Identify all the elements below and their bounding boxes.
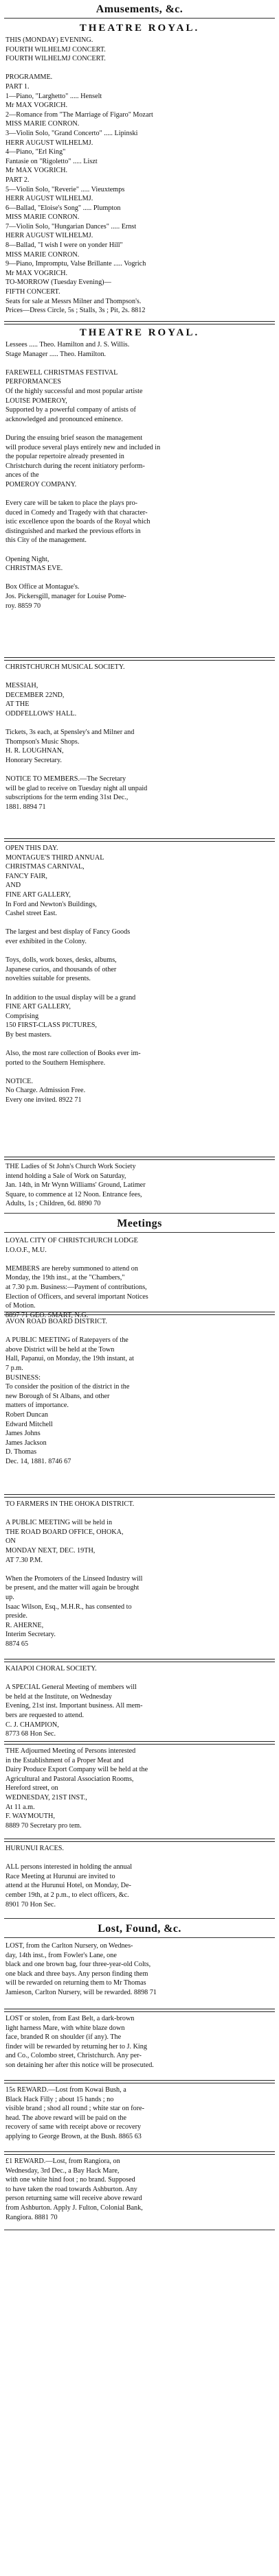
- section-rule: [4, 1232, 275, 1233]
- section-heading-lost-found: Lost, Found, &c.: [98, 1923, 181, 1935]
- lost-bay-colts-ad: LOST, from the Carlton Nursery, on Wednes- day, 14th inst., from Fowler's Lane, one black and one brown bag, four three-year-old Colts, one black and three bays. Any person finding them will be rewarded on returning them to Mr Thomas Jamieson, Carlton Nursery, will be rewarded. 8898 71: [5, 1942, 157, 1996]
- ad-divider: [4, 1312, 275, 1315]
- dairy-produce-meeting-ad: THE Adjourned Meeting of Persons interested in the Establishment of a Proper Meat and Dairy Produce Export Company will be held at the Agricultural and Pastoral Association Rooms, Hereford street, on WEDNESDAY, 21ST INST., At 11 a.m. F. WAYMOUTH, 8889 70 Secretary pro tem.: [5, 1747, 148, 1830]
- ad-divider: [4, 1659, 275, 1662]
- ad-divider: [4, 657, 275, 661]
- ad-divider: [4, 321, 275, 324]
- avon-road-board-ad: AVON ROAD BOARD DISTRICT. A PUBLIC MEETING of Ratepayers of the above District will be held at the Town Hall, Papanui, on Monday, the 19th instant, at 7 p.m. BUSINESS: To consider the position of the district in the new Borough of St Albans, and other matters of importance. Robert Duncan Edward Mitchell James Johns James Jackson D. Thomas Dec. 14, 1881. 8746 67: [5, 1318, 134, 1465]
- ad-divider: [4, 1741, 275, 1745]
- hurunui-races-ad: HURUNUI RACES. ALL persons interested in holding the annual Race Meeting at Hurunui are invited to attend at the Hurunui Hotel, on Monday, De- cember 19th, at 2 p.m., to elect officers, &c. 8901 70 Hon Sec.: [5, 1845, 133, 1909]
- theatre-royal-concert-title: THEATRE ROYAL.: [79, 23, 200, 34]
- lost-harness-mare-ad: LOST or stolen, from East Belt, a dark-brown light harness Mare, with white blaze down face, branded R on shoulder (if any). The finder will be rewarded by returning her to J. King and Co., Colombo street, Christchurch. Any per- son detaining her after this notice will be prosecuted.: [5, 2015, 154, 2069]
- ad-divider: [4, 1839, 275, 1842]
- st-johns-sale-of-work-ad: THE Ladies of St John's Church Work Society intend holding a Sale of Work on Saturday, Jan. 14th, in Mr Wynn Williams' Ground, Latimer Square, to commence at 12 Noon. Entrance fees, Adults, 1s ; Children, 6d. 8890 70: [5, 1163, 146, 1208]
- section-heading-amusements: Amusements, &c.: [96, 3, 183, 15]
- ad-divider: [4, 2080, 275, 2083]
- christchurch-musical-society-ad: CHRISTCHURCH MUSICAL SOCIETY. MESSIAH, DECEMBER 22ND, AT THE ODDFELLOWS' HALL. Tickets, 3s each, at Spensley's and Milner and Thompson's Music Shops. H. R. LOUGHNAN, Honorary Secretary. NOTICE TO MEMBERS.—The Secretary will be glad to receive on Tuesday night all unpaid subscriptions for the term ending 31st Dec., 1881. 8894 71: [5, 663, 148, 811]
- ad-divider: [4, 1494, 275, 1498]
- montague-carnival-ad: OPEN THIS DAY. MONTAGUE'S THIRD ANNUAL CHRISTMAS CARNIVAL, FANCY FAIR, AND FINE ART GALLERY, In Ford and Newton's Buildings, Cashel street East. The largest and best display of Fancy Goods ever exhibited in the Colony. Toys, dolls, work boxes, desks, albums, Japanese curios, and thousands of other novelties suitable for presents. In addition to the usual display will be a grand FINE ART GALLERY, Comprising 150 FIRST-CLASS PICTURES, By best masters. Also, the most rare collection of Books ever im- ported to the Southern Hemisphere. NOTICE. No Charge. Admission Free. Every one invited. 8922 71: [5, 844, 141, 1104]
- reward-rangiora-ad: £1 REWARD.—Lost, from Rangiora, on Wednesday, 3rd Dec., a Bay Hack Mare, with one white hind foot ; no brand. Supposed to have taken the road towards Ashburton. Any person returning same will receive above reward from Ashburton. Apply J. Fulton, Colonial Bank, Rangiora. 8881 70: [5, 2158, 143, 2221]
- reward-kowai-bush-ad: 15s REWARD.—Lost from Kowai Bush, a Black Hack Filly ; about 15 hands ; no visible brand ; shod all round ; white star on fore- head. The above reward will be paid on the recovery of same with receipt above or recovery applying to George Brown, at the Bush. 8865 63: [5, 2086, 145, 2140]
- theatre-royal-pomeroy-ad: Lessees ..... Theo. Hamilton and J. S. Willis. Stage Manager ..... Theo. Hamilton. FAREWELL CHRISTMAS FESTIVAL PERFORMANCES Of the highly successful and most popular artiste LOUISE POMEROY, Supported by a powerful company of artists of acknowledged and pronounced eminence. During the ensuing brief season the management will produce several plays entirely new and included in the popular repertoire already presented in Christchurch during the recent initiatory perform- ances of the POMEROY COMPANY. Every care will be taken to place the plays pro- duced in Comedy and Tragedy with that character- istic excellence upon the boards of the Royal which distinguished and marked the previous efforts in this City of the management. Opening Night, CHRISTMAS EVE. Box Office at Montague's. Jos. Pickersgill, manager for Louise Pome- roy. 8859 70: [5, 341, 161, 610]
- section-rule: [4, 1937, 275, 1938]
- section-rule: [4, 1918, 275, 1919]
- section-rule: [4, 18, 275, 19]
- ohoka-district-meeting-ad: TO FARMERS IN THE OHOKA DISTRICT. A PUBLIC MEETING will be held in THE ROAD BOARD OFFICE, OHOKA, ON MONDAY NEXT, DEC. 19TH, AT 7.30 P.M. When the Promoters of the Linseed Industry will be present, and the matter will again be brought up. Isaac Wilson, Esq., M.H.R., has consented to preside. R. AHERNE, Interim Secretary. 8874 65: [5, 1500, 143, 1648]
- ad-divider: [4, 2151, 275, 2155]
- loyal-city-lodge-ad: LOYAL CITY OF CHRISTCHURCH LODGE I.O.O.F., M.U. MEMBERS are hereby summoned to attend on Monday, the 19th inst., at the "Chambers," at 7.30 p.m. Business:—Payment of contributions, Election of Officers, and several important Notices of Motion. 8897 71 GEO. SMART, N.G.: [5, 1237, 148, 1319]
- ad-divider: [4, 2009, 275, 2012]
- section-rule: [4, 1213, 275, 1214]
- theatre-royal-concert-ad: THIS (MONDAY) EVENING. FOURTH WILHELMJ CONCERT. FOURTH WILHELMJ CONCERT. PROGRAMME. PART 1. 1—Piano, "Larghetto" ..... Henselt Mr MAX VOGRICH. 2—Romance from "The Marriage of Figaro" Mozart MISS MARIE CONRON. 3—Violin Solo, "Grand Concerto" ..... Lipinski HERR AUGUST WILHELMJ. 4—Piano, "Erl King" Fantasie on "Rigoletto" ..... Liszt Mr MAX VOGRICH. PART 2. 5—Violin Solo, "Reverie" ..... Vieuxtemps HERR AUGUST WILHELMJ. 6—Ballad, "Eloise's Song" ..... Plumpton MISS MARIE CONRON. 7—Violin Solo, "Hungarian Dances" ..... Ernst HERR AUGUST WILHELMJ. 8—Ballad, "I wish I were on yonder Hill" MISS MARIE CONRON. 9—Piano, Impromptu, Valse Brillante ..... Vogrich Mr MAX VOGRICH. TO-MORROW (Tuesday Evening)— FIFTH CONCERT. Seats for sale at Messrs Milner and Thompson's. Prices—Dress Circle, 5s ; Stalls, 3s ; Pit, 2s. 8812: [5, 36, 153, 315]
- theatre-royal-pomeroy-title: THEATRE ROYAL.: [79, 327, 200, 338]
- section-heading-meetings: Meetings: [117, 1218, 162, 1229]
- kaiapoi-choral-society-ad: KAIAPOI CHORAL SOCIETY. A SPECIAL General Meeting of members will be held at the Institute, on Wednesday Evening, 21st inst. Important business. All mem- bers are requested to attend. C. J. CHAMPION, 8773 68 Hon Sec.: [5, 1665, 143, 1738]
- ad-divider: [4, 1157, 275, 1160]
- ad-divider: [4, 838, 275, 842]
